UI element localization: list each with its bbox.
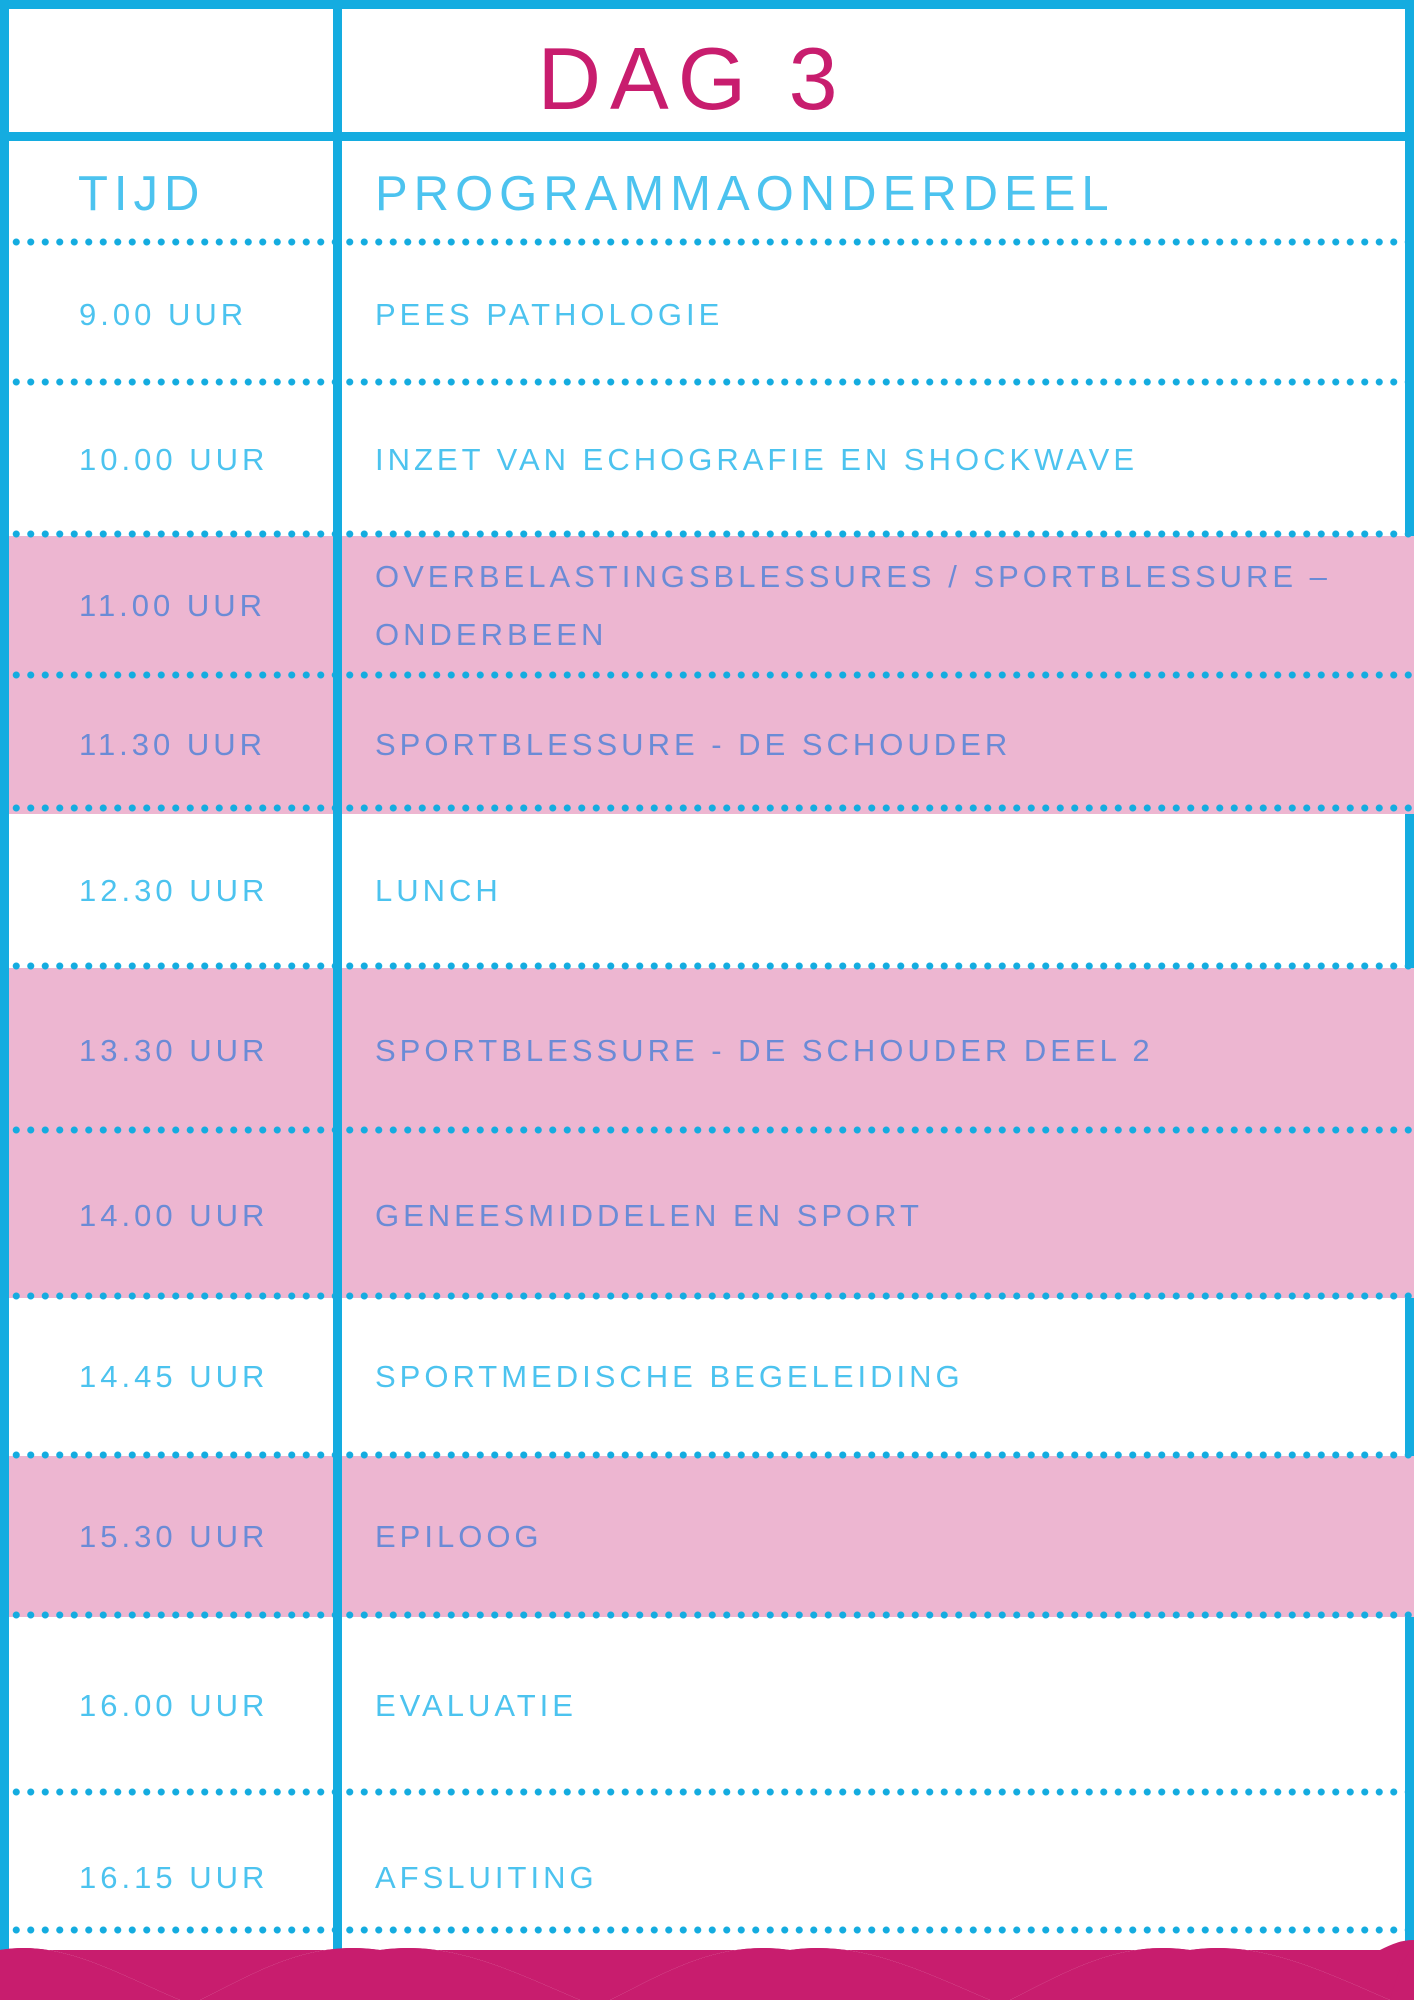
row-time [79,1456,329,1617]
row-time [79,384,329,536]
page-title: DAG 3 [537,29,847,128]
dotted-separator [9,238,1414,246]
row-program [375,1795,1385,1961]
row-program [375,1617,1385,1795]
row-program [375,246,1385,384]
row-time [79,1298,329,1456]
wave-decoration [0,1940,1414,2000]
schedule-row [9,536,1414,676]
row-time [79,1617,329,1795]
dotted-separator [9,378,1414,386]
schedule-row [9,1456,1414,1617]
row-time-text: 12.30 UUR [79,873,269,908]
schedule-row [9,384,1414,536]
row-program [375,676,1385,814]
row-program [375,814,1385,968]
dotted-separator [9,1611,1414,1619]
row-program-text: SPORTBLESSURE - DE SCHOUDER [375,727,1012,762]
row-time-text: 9.00 UUR [79,297,248,332]
schedule-row [9,1298,1414,1456]
row-time [79,536,329,676]
header-time: TIJD [78,167,206,221]
schedule-row [9,1795,1414,1961]
schedule-row [9,246,1414,384]
row-program-text: INZET VAN ECHOGRAFIE EN SHOCKWAVE [375,442,1138,477]
dotted-separator [9,1788,1414,1796]
row-program-text: GENEESMIDDELEN EN SPORT [375,1197,923,1233]
row-time-text: 16.00 UUR [79,1688,269,1723]
row-time [79,246,329,384]
row-time-text: 14.45 UUR [79,1359,269,1394]
row-program-text: PEES PATHOLOGIE [375,297,724,332]
row-program-text: SPORTBLESSURE - DE SCHOUDER DEEL 2 [375,1032,1154,1068]
dotted-separator [9,1292,1414,1300]
row-time-text: 13.30 UUR [79,1032,269,1068]
row-program [375,968,1385,1133]
column-divider [333,0,342,1950]
row-time-text: 16.15 UUR [79,1860,269,1895]
schedule-row [9,1133,1414,1298]
row-time [79,814,329,968]
row-program-text: OVERBELASTINGSBLESSURES / SPORTBLESSURE – ONDERBEEN [375,559,1331,652]
row-time-text: 11.00 UUR [79,588,267,623]
row-time [79,1795,329,1961]
row-time [79,676,329,814]
dotted-separator [9,1926,1414,1934]
dotted-separator [9,530,1414,538]
row-program-text: LUNCH [375,873,502,908]
row-time-text: 15.30 UUR [79,1518,269,1554]
row-time-text: 11.30 UUR [79,727,267,762]
row-time [79,1133,329,1298]
schedule-row [9,968,1414,1133]
dotted-separator [9,1126,1414,1134]
row-program [375,1456,1385,1617]
row-program-text: EPILOOG [375,1518,543,1554]
row-program [375,536,1385,676]
schedule-row [9,1617,1414,1795]
dotted-separator [9,671,1414,679]
row-program-text: AFSLUITING [375,1860,598,1895]
schedule-row [9,676,1414,814]
row-program-text: SPORTMEDISCHE BEGELEIDING [375,1359,964,1394]
header-program: PROGRAMMAONDERDEEL [375,167,1115,221]
row-program [375,384,1385,536]
row-time-text: 10.00 UUR [79,442,269,477]
row-time [79,968,329,1133]
schedule-row [9,814,1414,968]
dotted-separator [9,804,1414,812]
row-program [375,1133,1385,1298]
row-time-text: 14.00 UUR [79,1197,269,1233]
dotted-separator [9,1451,1414,1459]
dotted-separator [9,962,1414,970]
row-program-text: EVALUATIE [375,1688,577,1723]
row-program [375,1298,1385,1456]
